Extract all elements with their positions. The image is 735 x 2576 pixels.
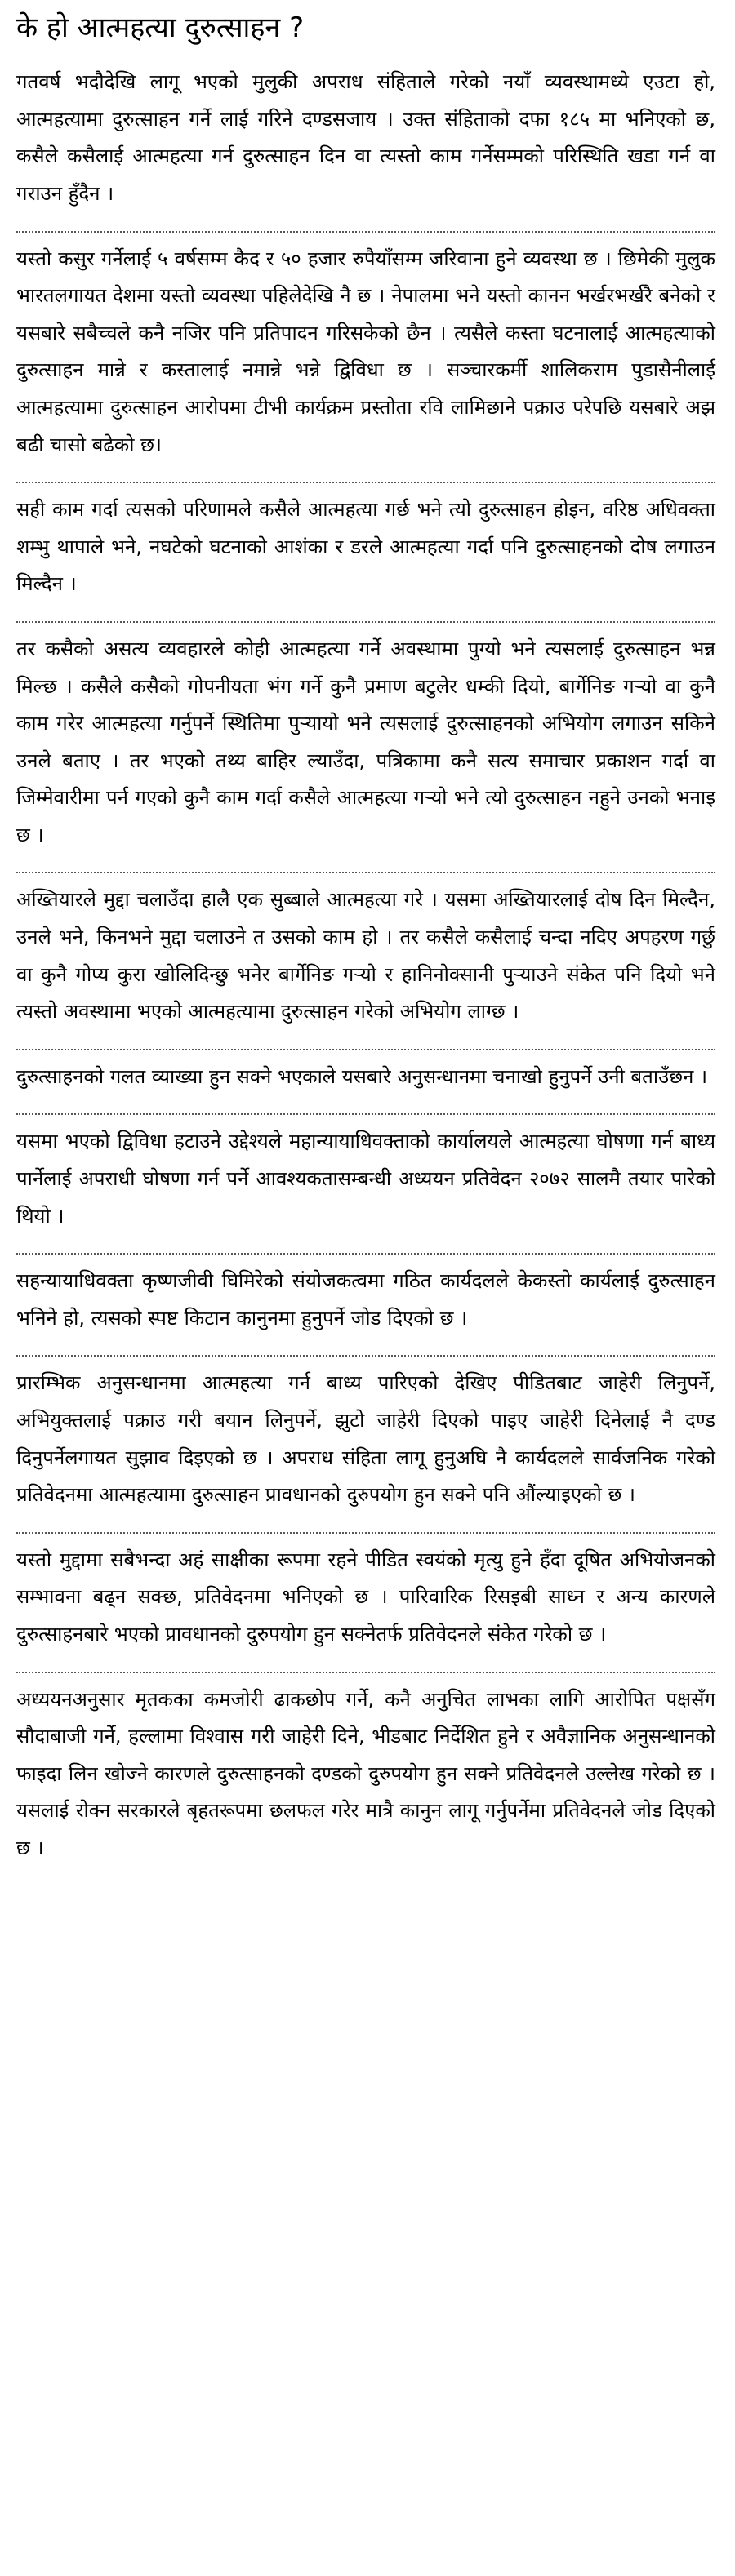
paragraph-4: तर कसैको असत्य व्यवहारले कोही आत्महत्या गर्ने अवस्थामा पुग्यो भने त्यसलाई दुरुत्साहन भन्न मिल्छ । कसैले कसैको गोपनीयता भंग गर्ने कुनै प्रमाण बटुलेर धम्की दियो, बार्गेनिङ गर्‍यो वा कुनै काम गरेर आत्महत्या गर्नुपर्ने स्थितिमा पुर्‍यायो भने त्यसलाई दुरुत्साहनको अभियोग लगाउन सकिने उनले बताए । तर भएको तथ्य बाहिर ल्याउँदा, पत्रिकामा कनै सत्य समाचार प्रकाशन गर्दा वा जिम्मेवारीमा पर्न गएको कुनै काम गर्दा कसैले आत्महत्या गर्‍यो भने त्यो दुरुत्साहन नहुने उनको भनाइ छ । <box>16 631 715 874</box>
article-title: के हो आत्महत्या दुरुत्साहन ? <box>16 11 305 44</box>
paragraph-6: दुरुत्साहनको गलत व्याख्या हुन सक्ने भएकाले यसबारे अनुसन्धानमा चनाखो हुनुपर्ने उनी बताउँछन । <box>16 1059 715 1116</box>
paragraph-3: सही काम गर्दा त्यसको परिणामले कसैले आत्महत्या गर्छ भने त्यो दुरुत्साहन होइन, वरिष्ठ अधिवक्ता शम्भु थापाले भने, नघटेको घटनाको आशंका र डरले आत्महत्या गर्दा पनि दुरुत्साहनको दोष लगाउन मिल्दैन । <box>16 491 715 623</box>
article-body <box>16 64 715 1885</box>
paragraph-1: गतवर्ष भदौदेखि लागू भएको मुलुकी अपराध संहिताले गरेको नयाँ व्यवस्थामध्ये एउटा हो, आत्महत्यामा दुरुत्साहन गर्ने लाई गरिने दण्डसजाय । उक्त संहिताको दफा १८५ मा भनिएको छ, कसैले कसैलाई आत्महत्या गर्न दुरुत्साहन दिन वा त्यस्तो काम गर्नेसम्मको परिस्थिति खडा गर्न वा गराउन हुँदैन । <box>16 64 715 232</box>
paragraph-7: यसमा भएको द्विविधा हटाउने उद्देश्यले महान्यायाधिवक्ताको कार्यालयले आत्महत्या घोषणा गर्न बाध्य पार्नेलाई अपराधी घोषणा गर्न पर्ने आवश्यकतासम्बन्धी अध्ययन प्रतिवेदन २०७२ सालमै तयार पारेको थियो । <box>16 1123 715 1255</box>
paragraph-11: अध्ययनअनुसार मृतकका कमजोरी ढाकछोप गर्ने, कनै अनुचित लाभका लागि आरोपित पक्षसँग सौदाबाजी गर्ने, हल्लामा विश्वास गरी जाहेरी दिने, भीडबाट निर्देशित हुने र अवैज्ञानिक अनुसन्धानको फाइदा लिन खोज्ने कारणले दुरुत्साहनको दण्डको दुरुपयोग हुन सक्ने प्रतिवेदनले उल्लेख गरेको छ । यसलाई रोक्न सरकारले बृहतरूपमा छलफल गरेर मात्रै कानुन लागू गर्नुपर्नेमा प्रतिवेदनले जोड दिएको छ । <box>16 1687 715 1859</box>
paragraph-2: यस्तो कसुर गर्नेलाई ५ वर्षसम्म कैद र ५० हजार रुपैयाँसम्म जरिवाना हुने व्यवस्था छ । छिमेकी मुलुक भारतलगायत देशमा यस्तो व्यवस्था पहिलेदेखि नै छ । नेपालमा भने यस्तो कानन भर्खरभर्खरै बनेको र यसबारे सबैच्चले कनै नजिर पनि प्रतिपादन गरिसकेको छैन । त्यसैले कस्ता घटनालाई आत्महत्याको दुरुत्साहन मान्ने र कस्तालाई नमान्ने भन्ने द्विविधा छ । सञ्चारकर्मी शालिकराम पुडासैनीलाई आत्महत्यामा दुरुत्साहन आरोपमा टीभी कार्यक्रम प्रस्तोता रवि लामिछाने पक्राउ परेपछि यसबारे अझ बढी चासो बढेको छ। <box>16 241 715 484</box>
paragraph-5: अख्तियारले मुद्दा चलाउँदा हालै एक सुब्बाले आत्महत्या गरे । यसमा अख्तियारलाई दोष दिन मिल्दैन, उनले भने, किनभने मुद्दा चलाउने त उसको काम हो । तर कसैले कसैलाई चन्दा नदिए अपहरण गर्छु वा कुनै गोप्य कुरा खोलिदिन्छु भनेर बार्गेनिङ गर्‍यो र हानिनोक्सानी पुर्‍याउने संकेत पनि दियो भने त्यस्तो अवस्थामा भएको आत्महत्यामा दुरुत्साहन गरेको अभियोग लाग्छ । <box>16 882 715 1050</box>
paragraph-9: प्रारम्भिक अनुसन्धानमा आत्महत्या गर्न बाध्य पारिएको देखिए पीडितबाट जाहेरी लिनुपर्ने, अभियुक्तलाई पक्राउ गरी बयान लिनुपर्ने, झुटो जाहेरी दिएको पाइए जाहेरी दिनेलाई नै दण्ड दिनुपर्नेलगायत सुझाव दिइएको छ । अपराध संहिता लागू हुनुअघि नै कार्यदलले सार्वजनिक गरेको प्रतिवेदनमा आत्महत्यामा दुरुत्साहन प्रावधानको दुरुपयोग हुन सक्ने पनि औंल्याइएको छ । <box>16 1365 715 1533</box>
paragraph-10: यस्तो मुद्दामा सबैभन्दा अहं साक्षीका रूपमा रहने पीडित स्वयंको मृत्यु हुने हँदा दूषित अभियोजनको सम्भावना बढ्न सक्छ, प्रतिवेदनमा भनिएको छ । पारिवारिक रिसइबी साध्न र अन्य कारणले दुरुत्साहनबारे भएको प्रावधानको दुरुपयोग हुन सक्नेतर्फ प्रतिवेदनले संकेत गरेको छ । <box>16 1542 715 1673</box>
paragraph-8: सहन्यायाधिवक्ता कृष्णजीवी घिमिरेको संयोजकत्वमा गठित कार्यदलले केकस्तो कार्यलाई दुरुत्साहन भनिने हो, त्यसको स्पष्ट किटान कानुनमा हुनुपर्ने जोड दिएको छ । <box>16 1263 715 1357</box>
